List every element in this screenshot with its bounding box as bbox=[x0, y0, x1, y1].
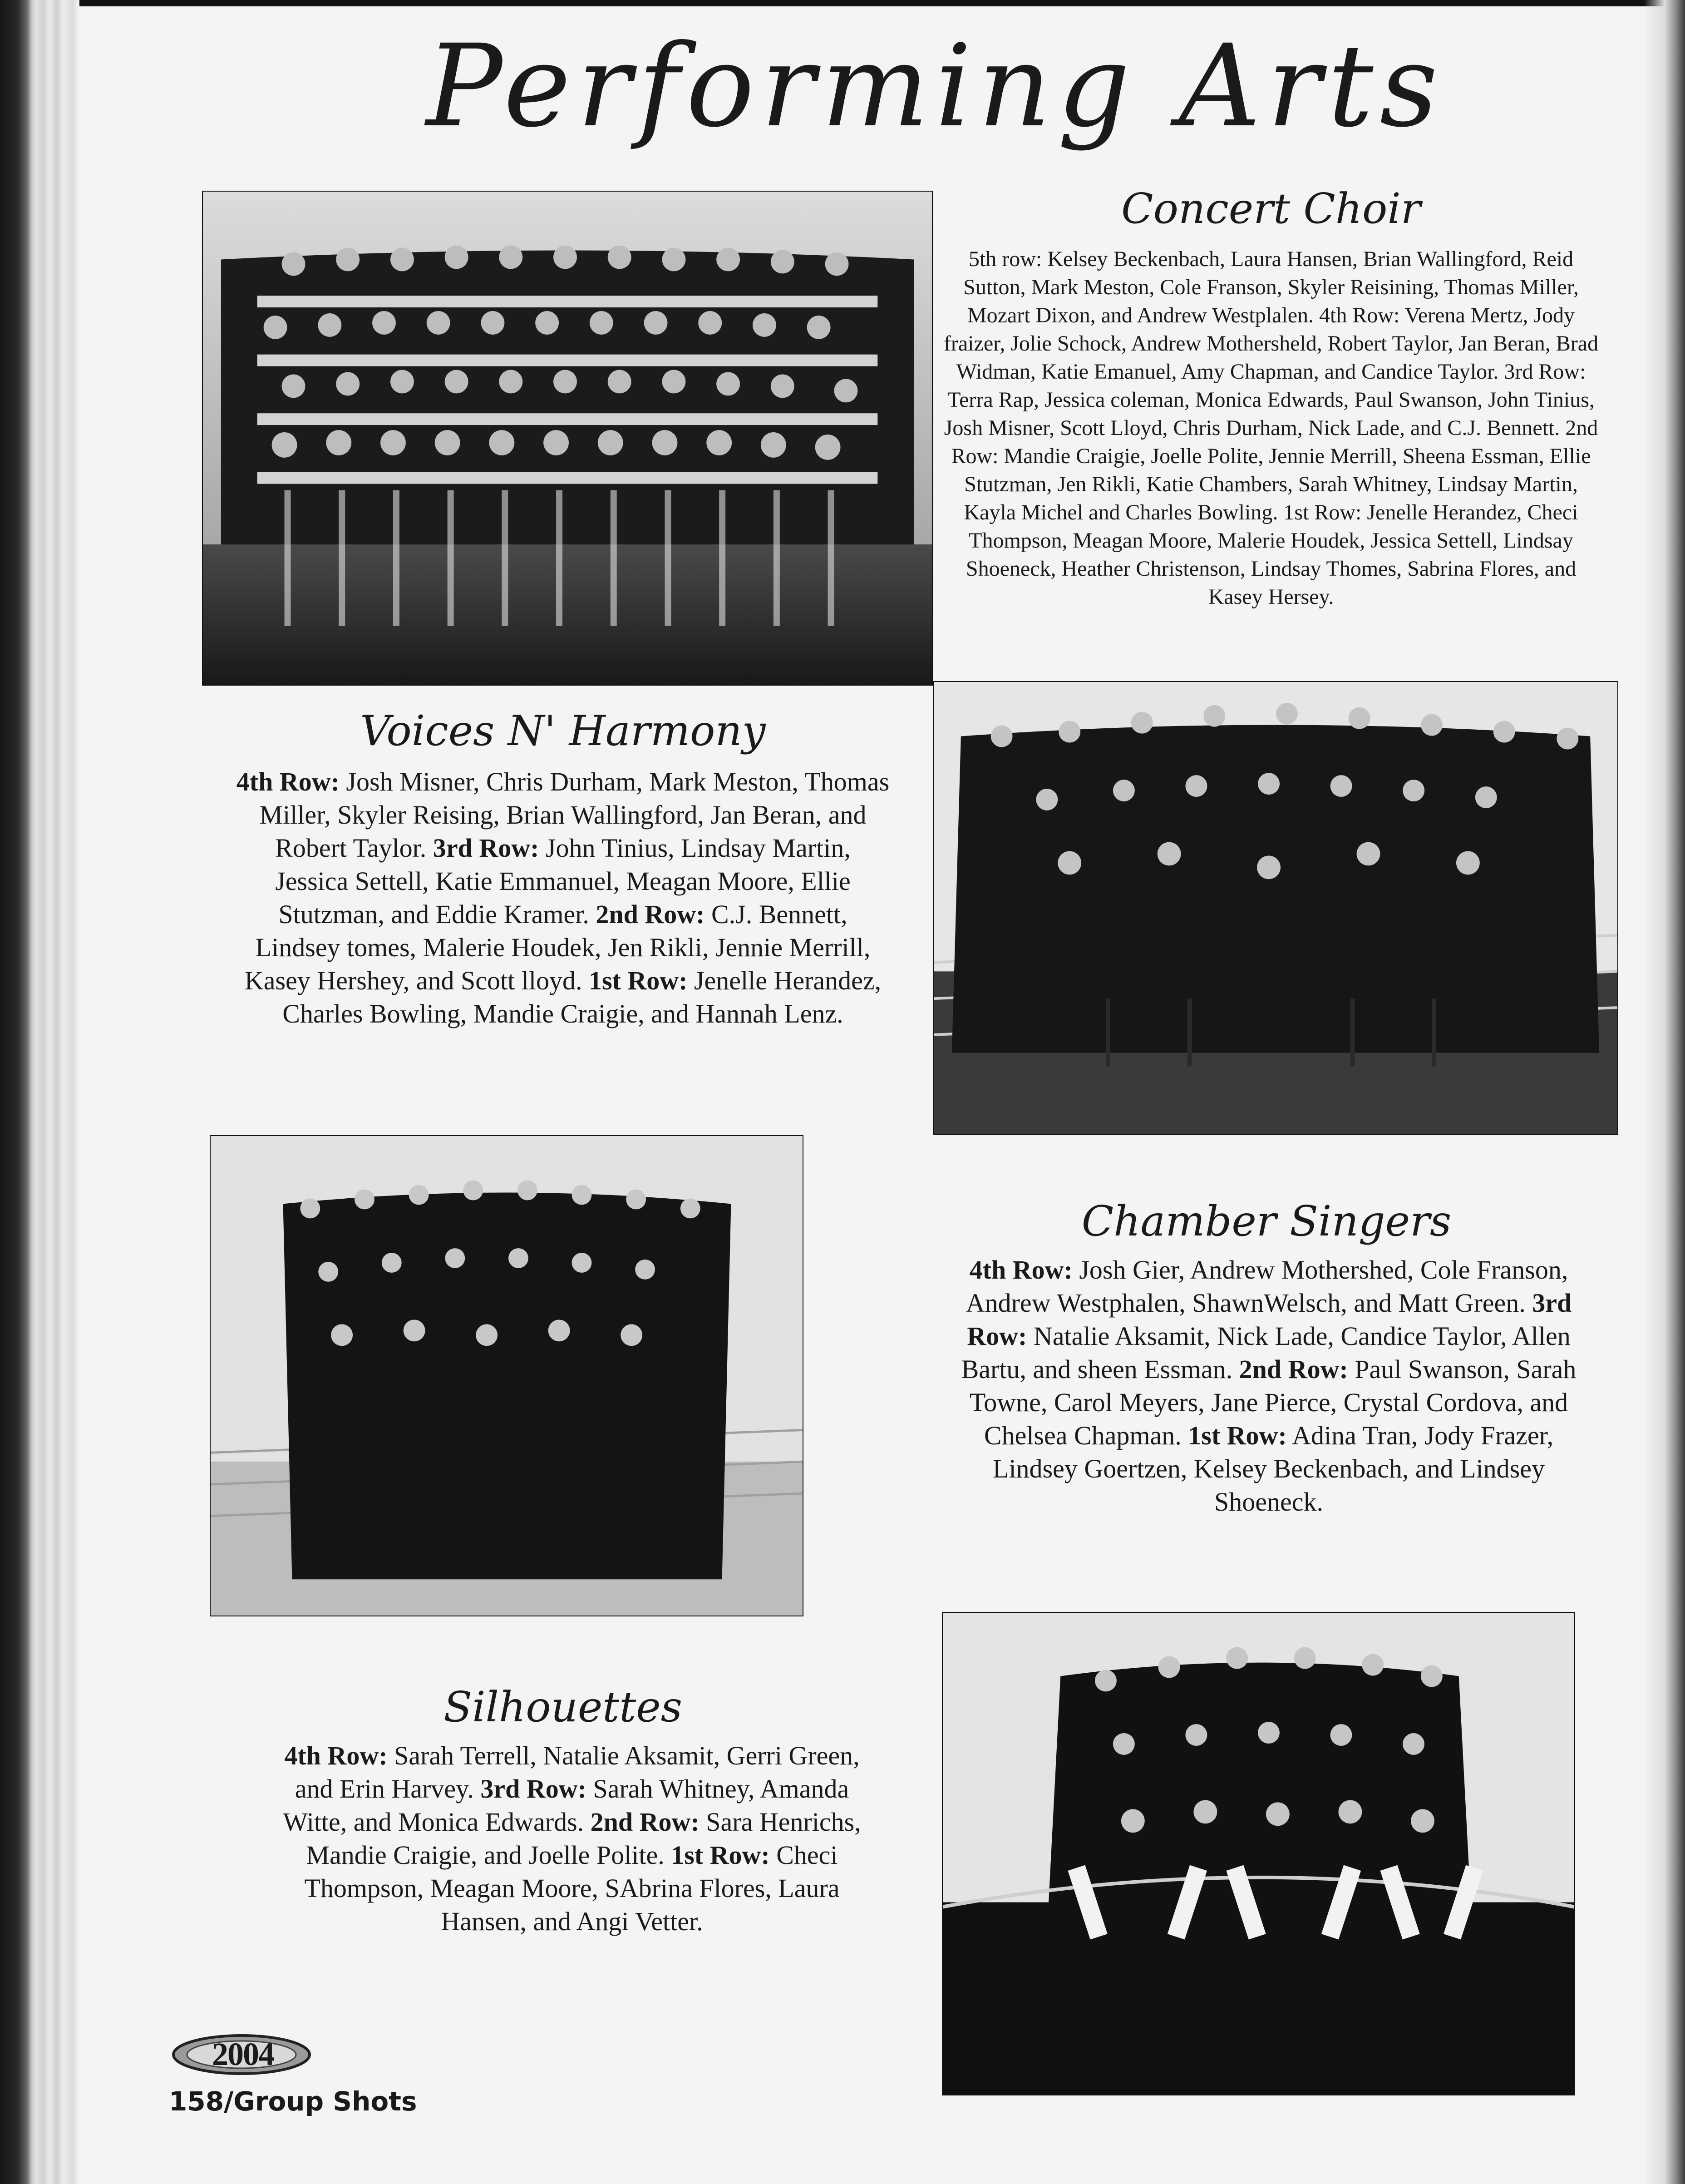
cs-row-label: 2nd Row: bbox=[1239, 1354, 1348, 1384]
page-binding-edge bbox=[0, 0, 79, 2184]
vnh-row-label: 1st Row: bbox=[588, 966, 688, 995]
chamber-singers-photo bbox=[210, 1135, 803, 1616]
chamber-singers-title: Chamber Singers bbox=[1081, 1197, 1452, 1245]
sil-row-names: Sarah Terrell, Natalie Aksamit, Gerri Green, and Erin Harvey. bbox=[295, 1741, 860, 1804]
vnh-row-names: Jenelle Herandez, Charles Bowling, Mandie Craigie, and Hannah Lenz. bbox=[282, 966, 882, 1028]
voices-n-harmony-caption bbox=[236, 765, 890, 1030]
chamber-singers-caption bbox=[946, 1253, 1591, 1518]
concert-choir-photo bbox=[202, 191, 933, 686]
silhouettes-title: Silhouettes bbox=[443, 1683, 682, 1731]
badge-year: 2004 bbox=[212, 2036, 274, 2072]
silhouettes-caption bbox=[277, 1739, 867, 1938]
sil-row-label: 3rd Row: bbox=[480, 1774, 586, 1804]
sil-row-label: 4th Row: bbox=[284, 1741, 388, 1770]
page-right-edge bbox=[1644, 0, 1685, 2184]
cs-row-label: 1st Row: bbox=[1188, 1421, 1287, 1450]
vnh-row-label: 2nd Row: bbox=[596, 899, 705, 929]
page-folio: 158/Group Shots bbox=[169, 2086, 417, 2117]
page-top-edge bbox=[0, 0, 1685, 6]
voices-n-harmony-photo bbox=[933, 681, 1618, 1135]
sil-row-label: 2nd Row: bbox=[590, 1807, 700, 1837]
cs-row-names: Adina Tran, Jody Frazer, Lindsey Goertzen, Kelsey Beckenbach, and Lindsey Shoeneck. bbox=[993, 1421, 1554, 1517]
cs-row-names: Natalie Aksamit, Nick Lade, Candice Taylor, Allen Bartu, and sheen Essman. bbox=[961, 1321, 1571, 1384]
page-title: Performing Arts bbox=[426, 20, 1444, 152]
chamber-singers-photo-graphic bbox=[211, 1136, 803, 1616]
concert-choir-photo-graphic bbox=[203, 192, 932, 685]
vnh-row-label: 4th Row: bbox=[236, 767, 340, 796]
sil-row-names: Sarah Whitney, Amanda Witte, and Monica Edwards. bbox=[283, 1774, 849, 1837]
concert-choir-title: Concert Choir bbox=[1121, 184, 1421, 233]
voices-n-harmony-title: Voices N' Harmony bbox=[360, 707, 766, 755]
cs-row-names: Paul Swanson, Sarah Towne, Carol Meyers, Jane Pierce, Crystal Cordova, and Chelsea Chapman. bbox=[969, 1354, 1577, 1450]
vnh-row-names: Josh Misner, Chris Durham, Mark Meston, Thomas Miller, Skyler Reising, Brian Wallingford, Jan Beran, and Robert Taylor. bbox=[259, 767, 890, 863]
sil-row-label: 1st Row: bbox=[671, 1840, 770, 1870]
cs-row-label: 3rd Row: bbox=[967, 1288, 1572, 1351]
voices-n-harmony-photo-graphic bbox=[934, 682, 1617, 1134]
vnh-row-names: John Tinius, Lindsay Martin, Jessica Settell, Katie Emmanuel, Meagan Moore, Ellie Stutzman, and Eddie Kramer. bbox=[275, 833, 851, 929]
vnh-row-label: 3rd Row: bbox=[433, 833, 539, 863]
silhouettes-photo bbox=[942, 1612, 1575, 2095]
silhouettes-photo-graphic bbox=[943, 1613, 1574, 2095]
sil-row-names: Checi Thompson, Meagan Moore, SAbrina Flores, Laura Hansen, and Angi Vetter. bbox=[304, 1840, 840, 1936]
cs-row-names: Josh Gier, Andrew Mothershed, Cole Franson, Andrew Westphalen, ShawnWelsch, and Matt Green. bbox=[966, 1255, 1568, 1318]
sil-row-names: Sara Henrichs, Mandie Craigie, and Joelle Polite. bbox=[306, 1807, 861, 1870]
cs-row-label: 4th Row: bbox=[969, 1255, 1073, 1285]
concert-choir-caption: 5th row: Kelsey Beckenbach, Laura Hansen, Brian Wallingford, Reid Sutton, Mark Meston, Cole Franson, Skyler Reisining, Thomas Miller, Mozart Dixon, and Andrew Westplalen. 4th Row: Verena Mertz, Jody fraizer, Jolie Schock, Andrew Mothersheld, Robert Taylor, Jan Beran, Brad Widman, Katie Emanuel, Amy Chapman, and Candice Taylor. 3rd Row: Terra Rap, Jessica coleman, Monica Edwards, Paul Swanson, John Tinius, Josh Misner, Scott Lloyd, Chris Durham, Nick Lade, and C.J. Bennett. 2nd Row: Mandie Craigie, Joelle Polite, Jennie Merrill, Sheena Essman, Ellie Stutzman, Jen Rikli, Katie Chambers, Sarah Whitney, Lindsay Martin, Kayla Michel and Charles Bowling. 1st Row: Jenelle Herandez, Checi Thompson, Meagan Moore, Malerie Houdek, Jessica Settell, Lindsay Shoeneck, Heather Christenson, Lindsay Thomes, Sabrina Flores, and Kasey Hersey. bbox=[943, 247, 1599, 609]
vnh-row-names: C.J. Bennett, Lindsey tomes, Malerie Houdek, Jen Rikli, Jennie Merrill, Kasey Hershey, and Scott lloyd. bbox=[244, 899, 871, 995]
